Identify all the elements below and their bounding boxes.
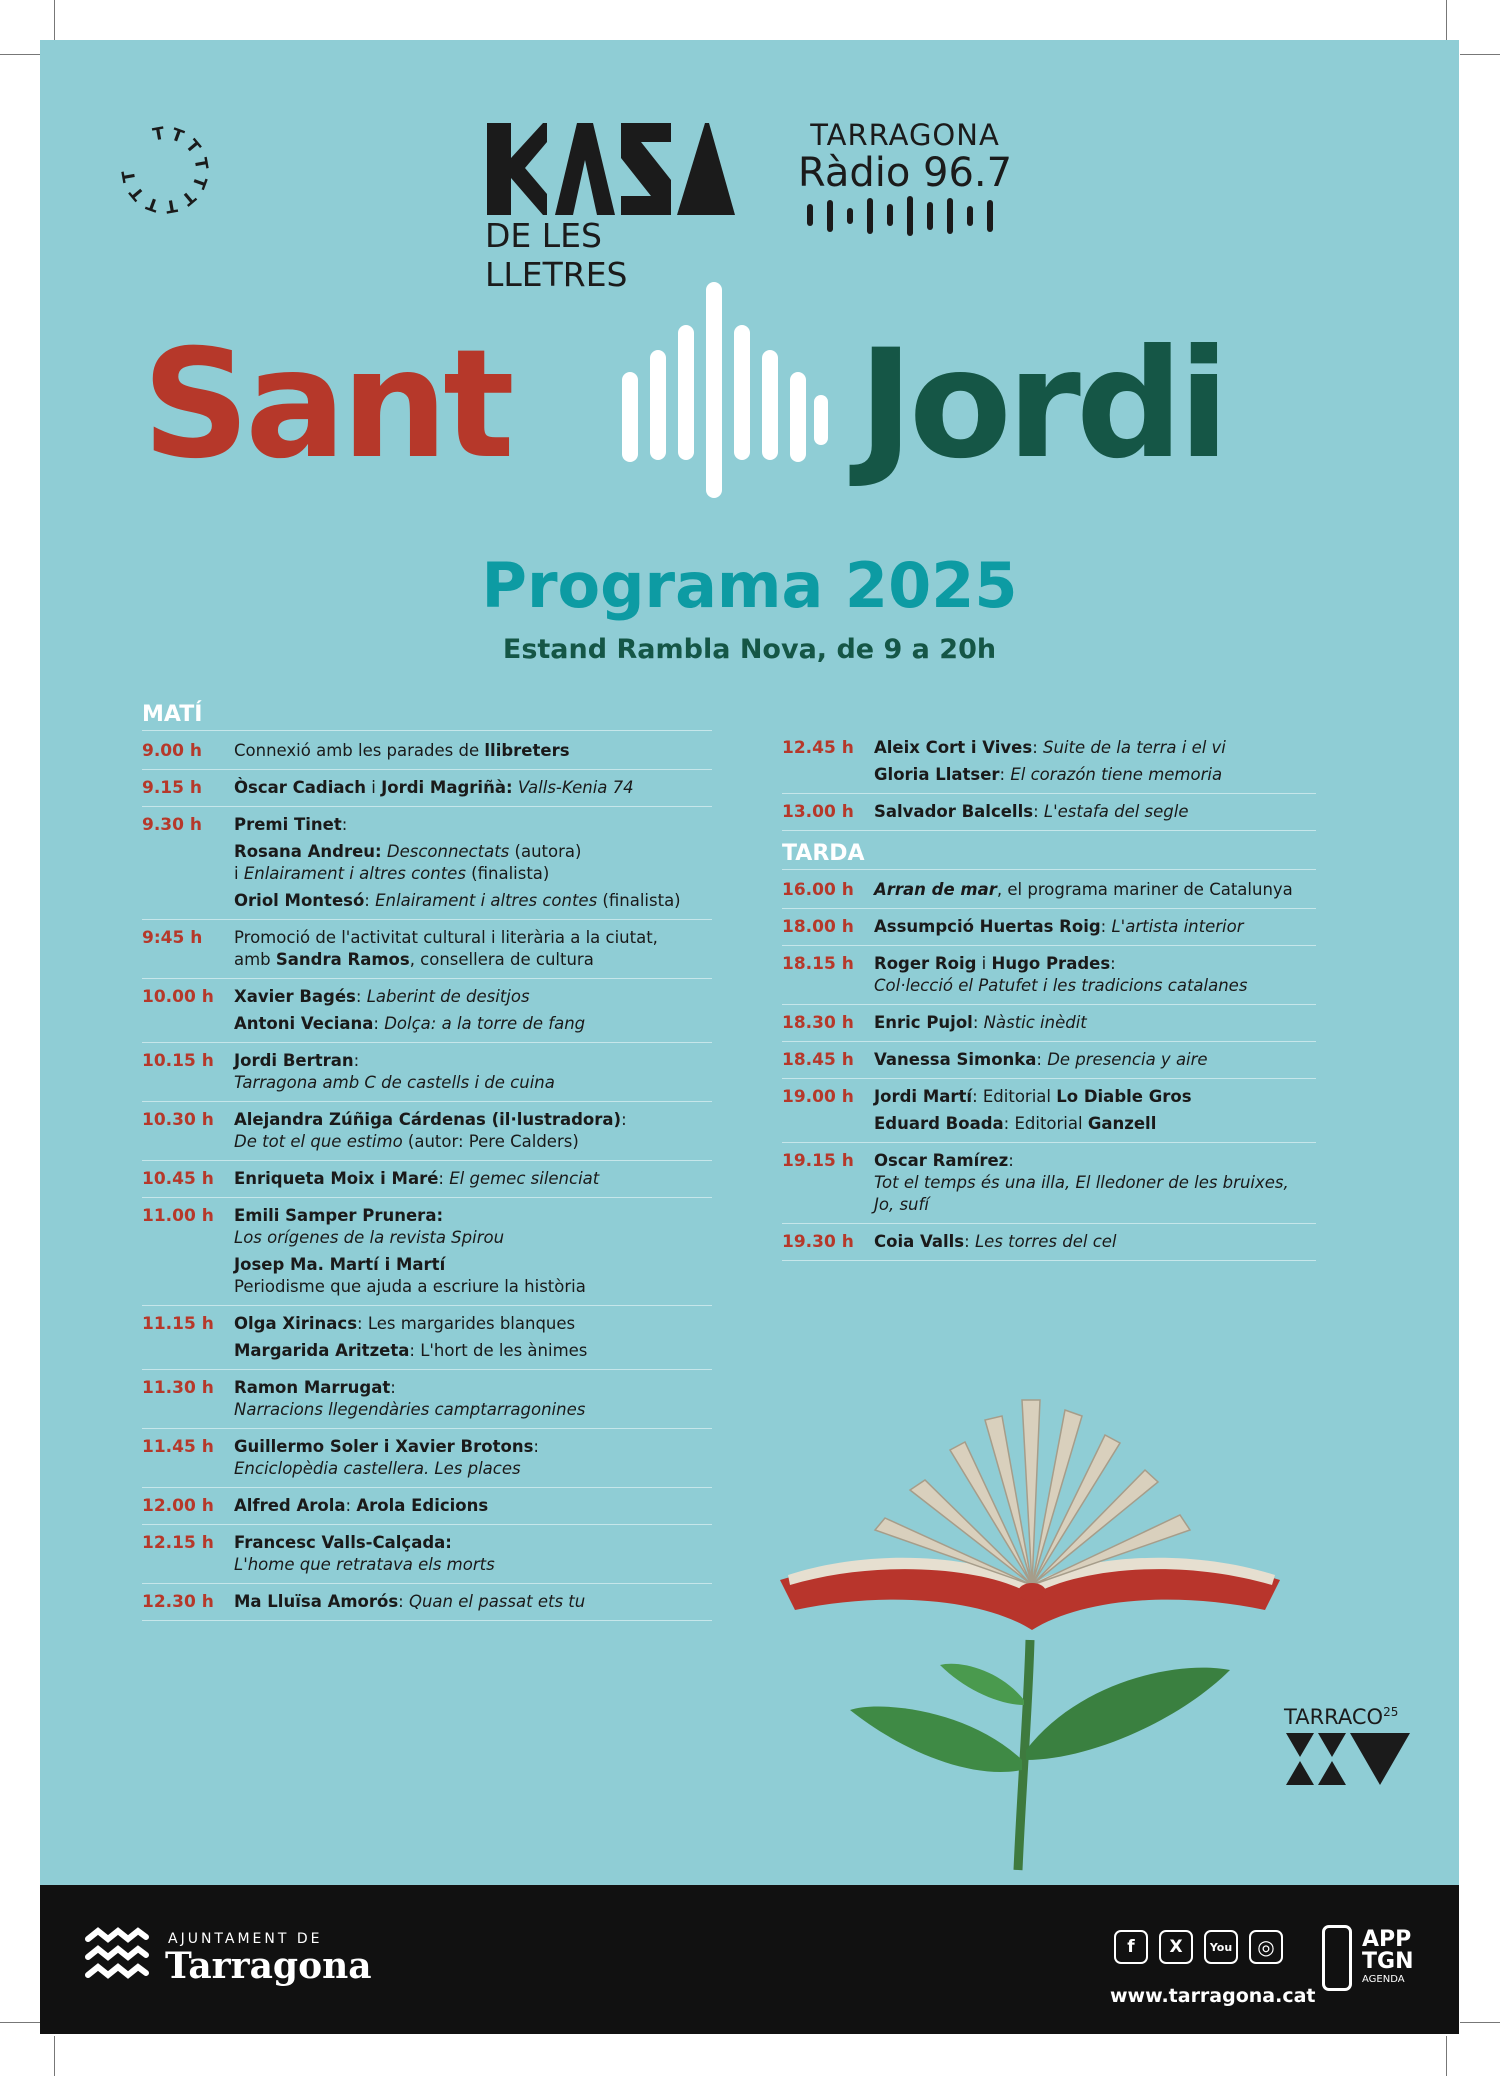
text-segment: Les torres del cel bbox=[974, 1232, 1117, 1251]
tarraco-word: TARRACO bbox=[1284, 1705, 1384, 1729]
text-segment: Jordi Martí bbox=[874, 1087, 973, 1106]
schedule-time: 9.30 h bbox=[142, 815, 202, 835]
schedule-line bbox=[874, 975, 1316, 997]
schedule-row bbox=[142, 1488, 712, 1525]
schedule-description bbox=[234, 740, 712, 762]
tinet-letter: T bbox=[181, 135, 204, 158]
schedule-description bbox=[234, 777, 712, 799]
radio-wave-icon bbox=[795, 194, 1015, 238]
text-segment: L'home que retratava els morts bbox=[234, 1555, 495, 1574]
schedule-line bbox=[874, 1231, 1316, 1253]
text-segment: L'estafa del segle bbox=[1043, 802, 1189, 821]
schedule-line bbox=[874, 1049, 1316, 1071]
text-segment: Sandra Ramos bbox=[275, 950, 410, 969]
text-segment: Nàstic inèdit bbox=[983, 1013, 1087, 1032]
schedule-line bbox=[874, 1194, 1316, 1216]
schedule-right-column bbox=[782, 730, 1316, 1261]
sound-wave-icon bbox=[620, 280, 830, 500]
text-segment: : bbox=[1100, 917, 1112, 936]
schedule-line bbox=[874, 953, 1316, 975]
schedule-line bbox=[234, 1131, 712, 1153]
schedule-description bbox=[874, 1012, 1316, 1034]
schedule-time: 19.00 h bbox=[782, 1087, 854, 1107]
schedule-line bbox=[234, 814, 712, 836]
text-segment: Laberint de desitjos bbox=[366, 987, 530, 1006]
text-segment: Promoció de l'activitat cultural i literària a la ciutat, bbox=[234, 928, 658, 947]
text-segment: Premi Tinet bbox=[234, 815, 342, 834]
text-segment: Alfred Arola bbox=[234, 1496, 346, 1515]
crop-mark bbox=[0, 2022, 40, 2023]
text-segment: (finalista) bbox=[597, 891, 681, 910]
schedule-list-late-morning bbox=[782, 730, 1316, 831]
text-segment: Margarida Aritzeta bbox=[234, 1341, 410, 1360]
schedule-row bbox=[142, 733, 712, 770]
text-segment: Salvador Balcells bbox=[874, 802, 1034, 821]
schedule-line bbox=[874, 879, 1316, 901]
text-segment: Valls-Kenia 74 bbox=[512, 778, 634, 797]
text-segment: Enciclopèdia castellera. Les places bbox=[234, 1459, 521, 1478]
crop-mark bbox=[1460, 54, 1500, 55]
text-segment: , el programa mariner de Catalunya bbox=[996, 880, 1293, 899]
text-segment: : bbox=[964, 1232, 975, 1251]
ajuntament-prefix: AJUNTAMENT DE bbox=[168, 1931, 323, 1947]
tarraco-xxv-icon bbox=[1284, 1729, 1414, 1789]
text-segment: Eduard Boada bbox=[874, 1114, 1004, 1133]
schedule-left-column bbox=[142, 700, 712, 1621]
schedule-time: 16.00 h bbox=[782, 880, 854, 900]
text-segment: Guillermo Soler i Xavier Brotons bbox=[234, 1437, 534, 1456]
text-segment: Hugo Prades bbox=[991, 954, 1111, 973]
text-segment: Dolça: a la torre de fang bbox=[384, 1014, 586, 1033]
schedule-description bbox=[234, 1313, 712, 1362]
text-segment: Rosana Andreu: bbox=[234, 842, 382, 861]
schedule-line bbox=[234, 1227, 712, 1249]
text-segment: : bbox=[345, 1496, 357, 1515]
schedule-row bbox=[142, 1102, 712, 1161]
schedule-time: 10.15 h bbox=[142, 1051, 214, 1071]
schedule-line bbox=[234, 841, 712, 863]
schedule-time: 18.15 h bbox=[782, 954, 854, 974]
text-segment: Arran de mar bbox=[874, 880, 997, 899]
text-segment: Quan el passat ets tu bbox=[408, 1592, 586, 1611]
phone-icon bbox=[1322, 1925, 1352, 1991]
text-segment: : Les margarides blanques bbox=[357, 1314, 576, 1333]
schedule-description bbox=[874, 801, 1316, 823]
schedule-line bbox=[234, 927, 712, 949]
schedule-time: 9.00 h bbox=[142, 741, 202, 761]
schedule-row bbox=[142, 979, 712, 1043]
schedule-row bbox=[142, 1306, 712, 1370]
text-segment: Col·lecció el Patufet i les tradicions catalanes bbox=[874, 976, 1248, 995]
schedule-description bbox=[234, 1436, 712, 1480]
schedule-list-afternoon bbox=[782, 872, 1316, 1261]
app-line-2: TGN bbox=[1362, 1949, 1414, 1974]
schedule-row bbox=[142, 1429, 712, 1488]
social-links bbox=[1114, 1930, 1283, 1964]
schedule-line bbox=[234, 1013, 712, 1035]
text-segment: Ganzell bbox=[1087, 1114, 1157, 1133]
text-segment: El gemec silenciat bbox=[449, 1169, 600, 1188]
schedule-description bbox=[874, 737, 1316, 786]
schedule-description bbox=[874, 953, 1316, 997]
text-segment: Jordi Magriñà: bbox=[381, 778, 513, 797]
schedule-line bbox=[234, 777, 712, 799]
schedule-time: 12.30 h bbox=[142, 1592, 214, 1612]
schedule-time: 18.00 h bbox=[782, 917, 854, 937]
schedule-time: 11.15 h bbox=[142, 1314, 214, 1334]
radio-name: Ràdio 96.7 bbox=[797, 150, 1013, 196]
schedule-description bbox=[234, 1591, 712, 1613]
text-segment: Enlairament i altres contes bbox=[243, 864, 466, 883]
tarraco-25-logo bbox=[1284, 1705, 1434, 1793]
tinet-logo bbox=[110, 115, 220, 229]
schedule-line bbox=[234, 1050, 712, 1072]
tinet-letter: T bbox=[168, 124, 187, 148]
instagram-icon[interactable]: ◎ bbox=[1249, 1930, 1283, 1964]
schedule-row bbox=[782, 1079, 1316, 1143]
text-segment: Narracions llegendàries camptarragonines bbox=[234, 1400, 586, 1419]
text-segment: Francesc Valls-Calçada: bbox=[234, 1533, 452, 1552]
schedule-time: 11.30 h bbox=[142, 1378, 214, 1398]
schedule-row bbox=[142, 1161, 712, 1198]
text-segment: (autora) bbox=[509, 842, 582, 861]
text-segment: Los orígenes de la revista Spirou bbox=[234, 1228, 505, 1247]
programa-heading: Programa 2025 bbox=[481, 549, 1018, 622]
text-segment: Jordi Bertran bbox=[234, 1051, 354, 1070]
tinet-letter: T bbox=[151, 123, 167, 146]
schedule-description bbox=[234, 927, 712, 971]
schedule-time: 12.00 h bbox=[142, 1496, 214, 1516]
schedule-line bbox=[234, 1168, 712, 1190]
text-segment: Olga Xirinacs bbox=[234, 1314, 358, 1333]
schedule-row bbox=[142, 1043, 712, 1102]
text-segment: i bbox=[366, 778, 382, 797]
text-segment: L'artista interior bbox=[1111, 917, 1244, 936]
crop-mark bbox=[1460, 2022, 1500, 2023]
schedule-description bbox=[234, 1109, 712, 1153]
schedule-description bbox=[234, 1050, 712, 1094]
text-segment: De presencia y aire bbox=[1047, 1050, 1208, 1069]
text-segment: Ramon Marrugat bbox=[234, 1378, 391, 1397]
schedule-description bbox=[874, 879, 1316, 901]
schedule-line bbox=[874, 764, 1316, 786]
schedule-description bbox=[874, 1231, 1316, 1253]
schedule-line bbox=[234, 1532, 712, 1554]
app-line-1: APP bbox=[1362, 1927, 1412, 1952]
text-segment: : bbox=[1110, 954, 1116, 973]
facebook-icon[interactable]: f bbox=[1114, 1930, 1148, 1964]
schedule-row bbox=[782, 794, 1316, 831]
text-segment: llibreters bbox=[484, 741, 570, 760]
schedule-description bbox=[234, 1532, 712, 1576]
schedule-line bbox=[234, 1436, 712, 1458]
text-segment: : Editorial bbox=[972, 1087, 1057, 1106]
schedule-description bbox=[874, 1150, 1316, 1216]
text-segment: Roger Roig bbox=[874, 954, 977, 973]
schedule-description bbox=[234, 986, 712, 1035]
x-twitter-icon[interactable]: X bbox=[1159, 1930, 1193, 1964]
title-jordi: Jordi bbox=[858, 318, 1225, 492]
schedule-line bbox=[874, 916, 1316, 938]
text-segment: (finalista) bbox=[465, 864, 550, 883]
text-segment: Periodisme que ajuda a escriure la història bbox=[234, 1277, 586, 1296]
ajuntament-name: Tarragona bbox=[165, 1945, 372, 1987]
text-segment: : bbox=[373, 1014, 385, 1033]
text-segment: Connexió amb les parades de bbox=[234, 741, 485, 760]
schedule-line bbox=[874, 1086, 1316, 1108]
schedule-description bbox=[874, 916, 1316, 938]
schedule-row bbox=[782, 730, 1316, 794]
text-segment: : bbox=[390, 1378, 396, 1397]
schedule-line bbox=[234, 1205, 712, 1227]
schedule-line bbox=[234, 890, 712, 912]
youtube-icon[interactable]: You bbox=[1204, 1930, 1238, 1964]
schedule-row bbox=[782, 1143, 1316, 1224]
schedule-line bbox=[874, 1113, 1316, 1135]
schedule-row bbox=[142, 920, 712, 979]
schedule-row bbox=[142, 1198, 712, 1306]
text-segment: De tot el que estimo bbox=[234, 1132, 403, 1151]
schedule-line bbox=[234, 1109, 712, 1131]
schedule-description bbox=[234, 1377, 712, 1421]
schedule-time: 10.45 h bbox=[142, 1169, 214, 1189]
text-segment: : Editorial bbox=[1003, 1114, 1088, 1133]
text-segment: Arola Edicions bbox=[356, 1496, 489, 1515]
schedule-line bbox=[234, 1399, 712, 1421]
crop-mark bbox=[1446, 0, 1447, 40]
schedule-line bbox=[234, 949, 712, 971]
schedule-time: 19.15 h bbox=[782, 1151, 854, 1171]
text-segment: Xavier Bagés bbox=[234, 987, 356, 1006]
text-segment: Tarragona amb C de castells i de cuina bbox=[234, 1073, 555, 1092]
text-segment: : bbox=[1036, 1050, 1048, 1069]
schedule-time: 13.00 h bbox=[782, 802, 854, 822]
text-segment: Oscar Ramírez bbox=[874, 1151, 1009, 1170]
schedule-row bbox=[142, 1525, 712, 1584]
schedule-line bbox=[234, 986, 712, 1008]
text-segment: : bbox=[533, 1437, 539, 1456]
schedule-description bbox=[874, 1086, 1316, 1135]
book-flower-illustration bbox=[760, 1380, 1320, 1880]
schedule-row bbox=[142, 770, 712, 807]
tinet-letter: T bbox=[143, 192, 162, 216]
schedule-time: 18.45 h bbox=[782, 1050, 854, 1070]
schedule-time: 19.30 h bbox=[782, 1232, 854, 1252]
ajuntament-tarragona-logo-icon bbox=[82, 1925, 152, 1989]
schedule-time: 9:45 h bbox=[142, 928, 203, 948]
crop-mark bbox=[54, 2036, 55, 2076]
schedule-time: 18.30 h bbox=[782, 1013, 854, 1033]
schedule-line bbox=[234, 1495, 712, 1517]
tarragona-radio-logo bbox=[785, 118, 1025, 242]
schedule-description bbox=[874, 1049, 1316, 1071]
text-segment: Enriqueta Moix i Maré bbox=[234, 1169, 439, 1188]
text-segment: Coia Valls bbox=[874, 1232, 965, 1251]
schedule-row bbox=[142, 1584, 712, 1621]
text-segment: Josep Ma. Martí i Martí bbox=[234, 1255, 446, 1274]
schedule-row bbox=[782, 1224, 1316, 1261]
text-segment: , consellera de cultura bbox=[409, 950, 594, 969]
section-tarda: TARDA bbox=[782, 839, 1316, 870]
schedule-row bbox=[782, 1042, 1316, 1079]
text-segment: i bbox=[976, 954, 992, 973]
section-mati: MATÍ bbox=[142, 700, 712, 731]
tinet-letter: T bbox=[189, 156, 212, 172]
text-segment: Enric Pujol bbox=[874, 1013, 973, 1032]
radio-city: TARRAGONA bbox=[810, 118, 1000, 152]
schedule-line bbox=[874, 1172, 1316, 1194]
text-segment: Vanessa Simonka bbox=[874, 1050, 1037, 1069]
text-segment: Enlairament i altres contes bbox=[375, 891, 598, 910]
schedule-time: 11.00 h bbox=[142, 1206, 214, 1226]
tinet-letter: T bbox=[177, 186, 200, 209]
schedule-description bbox=[234, 1168, 712, 1190]
text-segment: (autor: Pere Calders) bbox=[402, 1132, 579, 1151]
text-segment: : bbox=[1032, 738, 1043, 757]
text-segment: : bbox=[972, 1013, 984, 1032]
text-segment: Òscar Cadiach bbox=[234, 778, 367, 797]
schedule-time: 10.00 h bbox=[142, 987, 214, 1007]
tinet-letter: T bbox=[126, 182, 149, 205]
text-segment: : bbox=[355, 987, 367, 1006]
schedule-line bbox=[874, 737, 1316, 759]
text-segment: Suite de la terra i el vi bbox=[1043, 738, 1226, 757]
text-segment: : bbox=[353, 1051, 360, 1070]
text-segment: Oriol Montesó bbox=[234, 891, 365, 910]
text-segment: Tot el temps és una illa, El lledoner de les bruixes, bbox=[874, 1173, 1289, 1192]
text-segment: : bbox=[999, 765, 1011, 784]
text-segment: El corazón tiene memoria bbox=[1010, 765, 1223, 784]
schedule-time: 9.15 h bbox=[142, 778, 202, 798]
casa-subtitle: DE LES LLETRES bbox=[485, 216, 628, 294]
tarraco-text bbox=[1284, 1705, 1434, 1729]
text-segment: : bbox=[1008, 1151, 1014, 1170]
schedule-time: 10.30 h bbox=[142, 1110, 214, 1130]
text-segment: : bbox=[364, 891, 376, 910]
location-heading: Estand Rambla Nova, de 9 a 20h bbox=[502, 634, 997, 665]
schedule-line bbox=[234, 1458, 712, 1480]
text-segment: : bbox=[341, 815, 348, 834]
schedule-line bbox=[234, 740, 712, 762]
schedule-row bbox=[782, 872, 1316, 909]
text-segment: : bbox=[1033, 802, 1044, 821]
text-segment: Ma Lluïsa Amorós bbox=[234, 1592, 399, 1611]
schedule-line bbox=[234, 863, 712, 885]
tinet-letter: T bbox=[187, 173, 211, 192]
website-link[interactable]: www.tarragona.cat bbox=[1110, 1985, 1316, 2007]
text-segment: Gloria Llatser bbox=[874, 765, 1000, 784]
text-segment: : bbox=[398, 1592, 409, 1611]
schedule-line bbox=[234, 1377, 712, 1399]
schedule-line bbox=[874, 1012, 1316, 1034]
schedule-line bbox=[874, 801, 1316, 823]
text-segment: Assumpció Huertas Roig bbox=[874, 917, 1101, 936]
poster bbox=[40, 40, 1459, 2034]
text-segment: i bbox=[234, 864, 244, 883]
schedule-row bbox=[782, 1005, 1316, 1042]
schedule-time: 12.15 h bbox=[142, 1533, 214, 1553]
title-sant: Sant bbox=[142, 318, 510, 492]
schedule-row bbox=[782, 909, 1316, 946]
schedule-line bbox=[234, 1554, 712, 1576]
tinet-letter: T bbox=[163, 194, 179, 217]
schedule-line bbox=[234, 1254, 712, 1276]
tarraco-sup: 25 bbox=[1383, 1705, 1399, 1719]
text-segment: : bbox=[438, 1169, 450, 1188]
text-segment: Aleix Cort i Vives bbox=[874, 738, 1033, 757]
schedule-row bbox=[142, 807, 712, 920]
casa-de-les-lletres-logo bbox=[485, 120, 745, 294]
text-segment: Antoni Veciana bbox=[234, 1014, 374, 1033]
schedule-line bbox=[234, 1313, 712, 1335]
schedule-list-morning bbox=[142, 733, 712, 1621]
schedule-line bbox=[874, 1150, 1316, 1172]
schedule-row bbox=[782, 946, 1316, 1005]
text-segment: amb bbox=[234, 950, 276, 969]
footer-bar bbox=[40, 1885, 1459, 2034]
schedule-description bbox=[234, 1495, 712, 1517]
schedule-description bbox=[234, 814, 712, 912]
text-segment: Desconnectats bbox=[381, 842, 510, 861]
schedule-line bbox=[234, 1340, 712, 1362]
schedule-row bbox=[142, 1370, 712, 1429]
casa-logo-graphic bbox=[485, 120, 735, 218]
crop-mark bbox=[1446, 2036, 1447, 2076]
text-segment: Jo, sufí bbox=[874, 1195, 929, 1214]
app-line-3: AGENDA bbox=[1362, 1974, 1405, 1985]
crop-mark bbox=[54, 0, 55, 40]
text-segment: : bbox=[621, 1110, 627, 1129]
schedule-line bbox=[234, 1591, 712, 1613]
schedule-line bbox=[234, 1276, 712, 1298]
crop-mark bbox=[0, 54, 40, 55]
text-segment: : L'hort de les ànimes bbox=[409, 1341, 588, 1360]
schedule-line bbox=[234, 1072, 712, 1094]
schedule-time: 11.45 h bbox=[142, 1437, 214, 1457]
text-segment: Alejandra Zúñiga Cárdenas (il·lustradora) bbox=[234, 1110, 622, 1129]
text-segment: Lo Diable Gros bbox=[1056, 1087, 1192, 1106]
schedule-description bbox=[234, 1205, 712, 1298]
text-segment: Emili Samper Prunera: bbox=[234, 1206, 444, 1225]
app-tgn-label[interactable] bbox=[1362, 1929, 1413, 1987]
schedule-time: 12.45 h bbox=[782, 738, 854, 758]
tinet-letter: T bbox=[118, 168, 141, 184]
